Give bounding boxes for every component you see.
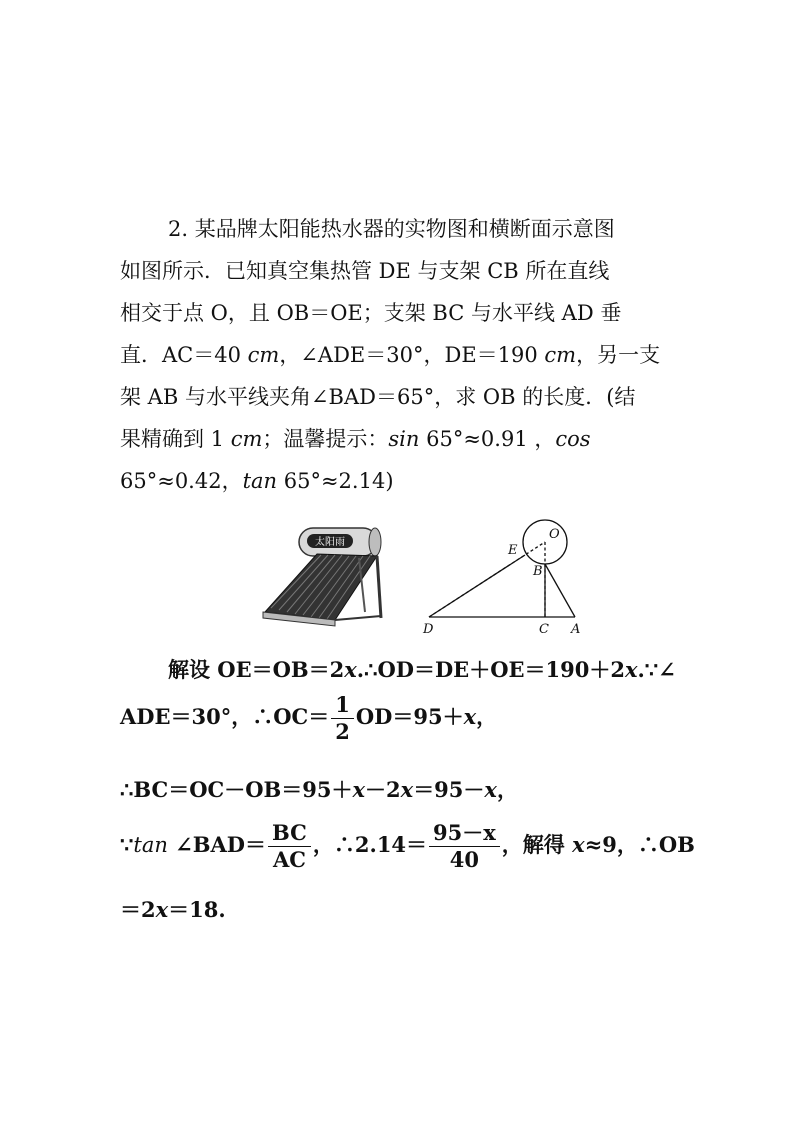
problem-line: 架 AB 与水平线夹角∠BAD＝65°，求 OB 的长度．(结 — [120, 385, 636, 409]
solution-line: 解设 OE＝OB＝2x.∴OD＝DE＋OE＝190＋2x.∵∠ — [168, 657, 676, 682]
solution-line: ＝2x＝18. — [120, 897, 226, 922]
fraction-95-x-40: $\frac{95-x}{40}$ — [429, 820, 500, 873]
problem-line: 果精确到 1 cm；温馨提示：sin 65°≈0.91 ，cos — [120, 427, 591, 451]
fraction-bc-ac: $\frac{BC}{AC}$ — [268, 820, 311, 873]
solar-heater-image — [263, 528, 381, 626]
label-b: B — [533, 564, 543, 579]
label-a: A — [571, 622, 581, 637]
solution-line: ∴BC＝OC－OB＝95＋x－2x＝95－x， — [120, 777, 518, 802]
figures — [255, 512, 595, 642]
label-d: D — [423, 622, 434, 637]
solution-line: ADE＝30°，∴OC＝ $\frac{1}{2}$ OD＝95＋x， — [120, 692, 498, 744]
problem-line: 65°≈0.42，tan 65°≈2.14) — [120, 469, 394, 493]
label-c: C — [539, 622, 549, 637]
line-de — [429, 555, 525, 617]
problem-line: 2. 某品牌太阳能热水器的实物图和横断面示意图 — [168, 217, 615, 241]
brand-logo: 太阳雨 — [315, 537, 345, 548]
problem-line: 如图所示．已知真空集热管 DE 与支架 CB 所在直线 — [120, 259, 610, 283]
figure-svg — [255, 512, 595, 642]
fraction-half: $\frac{1}{2}$ — [331, 692, 354, 745]
label-o: O — [549, 527, 560, 542]
problem-line: 相交于点 O，且 OB＝OE；支架 BC 与水平线 AD 垂 — [120, 301, 622, 325]
solution-line: ∵tan ∠BAD＝ $\frac{BC}{AC}$ ，∴2.14＝ $\frac{95-x}{40}$ ，解得 x≈9，∴OB — [120, 820, 695, 872]
label-e: E — [508, 543, 518, 558]
line-ab — [545, 564, 575, 617]
problem-line: 直．AC＝40 cm，∠ADE＝30°，DE＝190 cm，另一支 — [120, 343, 661, 367]
problem-text — [120, 208, 680, 502]
